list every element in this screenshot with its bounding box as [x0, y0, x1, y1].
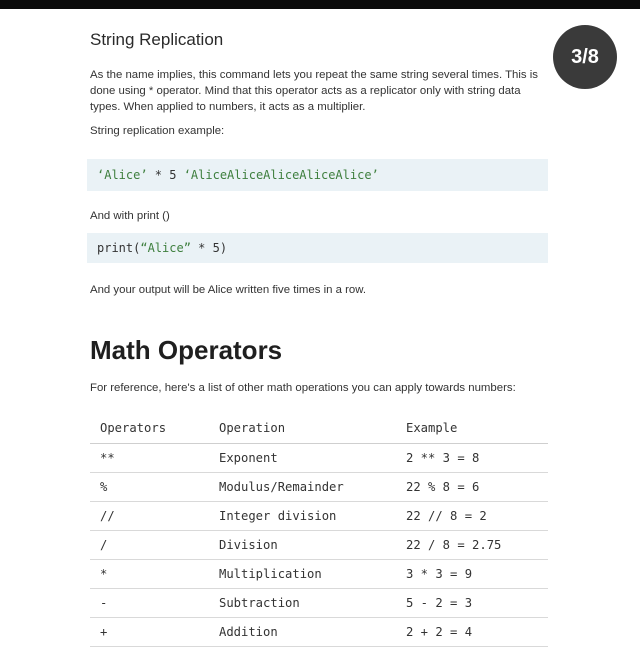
code-operator: * 5 — [147, 168, 184, 182]
example-cell: 3 * 3 = 9 — [406, 567, 473, 581]
section-paragraph: As the name implies, this command lets you repeat the same string several times. This is done using * operator. Mind that this operator acts as a replicator only with string data types. When applied to numbers, it acts as a multiplier. — [90, 69, 539, 113]
example-cell: 22 / 8 = 2.75 — [406, 538, 502, 552]
header-operation: Operation — [219, 421, 286, 435]
math-intro: For reference, here's a list of other math operations you can apply towards numbers: — [90, 382, 516, 394]
operation-cell: Integer division — [219, 509, 337, 523]
table-header-row — [90, 413, 548, 444]
operator-cell: ** — [100, 451, 115, 465]
page-counter-badge: 3/8 — [553, 25, 617, 89]
top-bar — [0, 0, 640, 9]
math-operators-heading: Math Operators — [90, 335, 283, 365]
table-row — [90, 531, 548, 560]
table-row — [90, 618, 548, 647]
operation-cell: Subtraction — [219, 596, 300, 610]
example-cell: 2 ** 3 = 8 — [406, 451, 480, 465]
operation-cell: Modulus/Remainder — [219, 480, 344, 494]
operator-cell: // — [100, 509, 115, 523]
operator-cell: * — [100, 567, 108, 581]
code-block-replication — [87, 159, 548, 191]
code-block-print — [87, 233, 548, 263]
operator-cell: + — [100, 625, 108, 639]
operation-cell: Multiplication — [219, 567, 322, 581]
operator-cell: / — [100, 538, 108, 552]
code-string-result: ‘AliceAliceAliceAliceAlice’ — [183, 168, 379, 182]
operator-cell: % — [100, 480, 108, 494]
operator-cell: - — [100, 596, 108, 610]
table-row — [90, 589, 548, 618]
output-note: And your output will be Alice written five times in a row. — [90, 284, 367, 296]
table-row — [90, 502, 548, 531]
print-label: And with print () — [90, 210, 170, 222]
operation-cell: Exponent — [219, 451, 278, 465]
example-cell: 22 // 8 = 2 — [406, 509, 487, 523]
section-title: String Replication — [90, 30, 224, 49]
code-string-alice: ‘Alice’ — [97, 168, 148, 182]
table-row — [90, 444, 548, 473]
operators-table — [90, 413, 548, 647]
header-operators: Operators — [100, 421, 167, 435]
code-print-string: “Alice” — [140, 241, 191, 255]
table-row — [90, 560, 548, 589]
example-cell: 22 % 8 = 6 — [406, 480, 480, 494]
operation-cell: Addition — [219, 625, 278, 639]
header-example: Example — [406, 421, 458, 435]
operation-cell: Division — [219, 538, 278, 552]
example-cell: 5 - 2 = 3 — [406, 596, 473, 610]
example-label: String replication example: — [90, 125, 225, 137]
code-print-prefix: print( — [97, 241, 141, 255]
table-row — [90, 473, 548, 502]
code-print-suffix: * 5) — [190, 241, 228, 255]
example-cell: 2 + 2 = 4 — [406, 625, 473, 639]
